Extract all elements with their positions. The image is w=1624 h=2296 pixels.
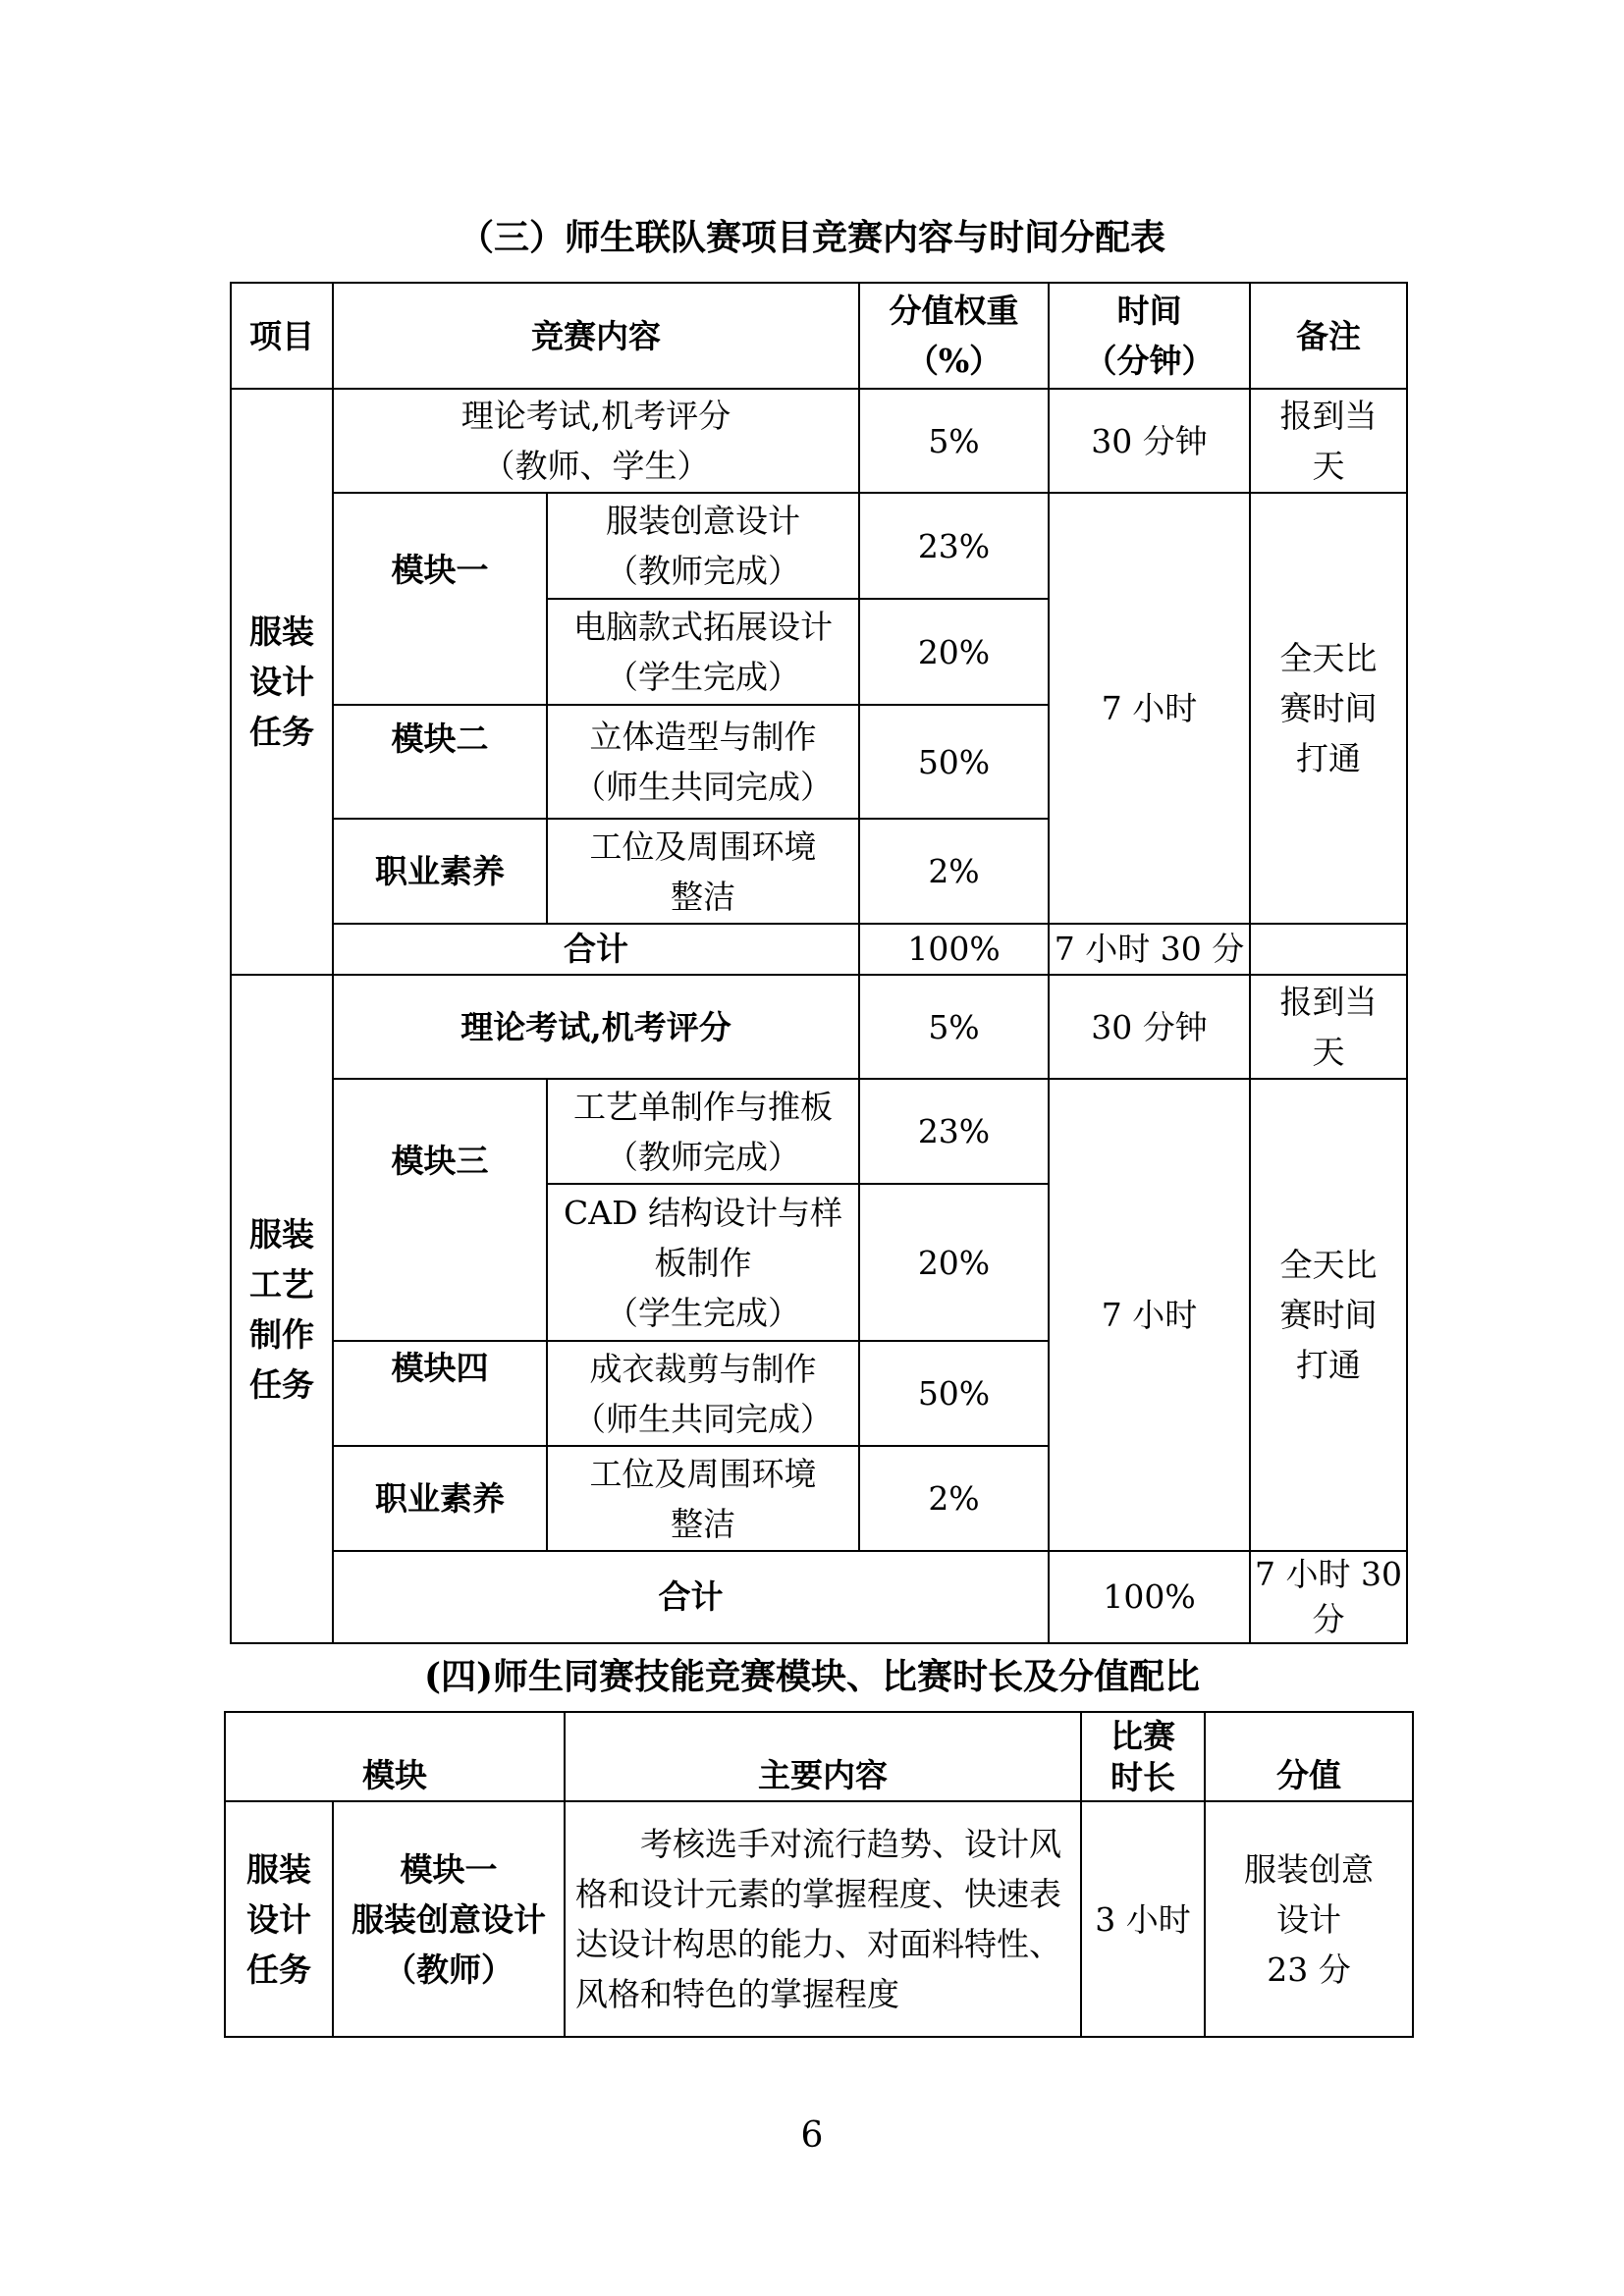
header-item: 项目	[231, 283, 333, 389]
total-time: 7 小时 30 分	[1250, 1551, 1407, 1643]
score-cell: 服装创意 设计 23 分	[1205, 1801, 1413, 2037]
content-cell: 成衣裁剪与制作 （师生共同完成）	[547, 1341, 859, 1446]
module-duration-score-table	[224, 1711, 1414, 2038]
table-row	[231, 389, 1407, 493]
content-cell: CAD 结构设计与样 板制作 （学生完成）	[547, 1184, 859, 1341]
content-cell: 工位及周围环境 整洁	[547, 819, 859, 924]
weight-cell: 2%	[859, 1446, 1049, 1551]
note-cell: 报到当 天	[1250, 389, 1407, 493]
module-one-cell: 模块一 服装创意设计 （教师）	[333, 1801, 565, 2037]
weight-cell: 50%	[859, 1341, 1049, 1446]
total-weight: 100%	[1049, 1551, 1250, 1643]
header-weight-line2: （%）	[905, 342, 1002, 380]
weight-cell: 50%	[859, 705, 1049, 819]
header-weight	[859, 283, 1049, 389]
weight-cell: 23%	[859, 493, 1049, 599]
group-craft-task: 服装 工艺 制作 任务	[231, 975, 333, 1643]
group-design-task: 服装 设计 任务	[231, 389, 333, 975]
weight-cell: 5%	[859, 975, 1049, 1079]
module-three-name: 模块三	[333, 1079, 547, 1341]
weight-cell: 5%	[859, 389, 1049, 493]
module-one-name: 模块一	[333, 493, 547, 705]
quality-name: 职业素养	[333, 819, 547, 924]
time-cell: 30 分钟	[1049, 975, 1250, 1079]
main-content-cell: 考核选手对流行趋势、设计风 格和设计元素的掌握程度、快速表 达设计构思的能力、对面料特性、 风格和特色的掌握程度	[565, 1801, 1081, 2037]
weight-cell: 20%	[859, 599, 1049, 705]
time-cell: 30 分钟	[1049, 389, 1250, 493]
competition-time-table	[230, 282, 1408, 1644]
header-main-content: 主要内容	[565, 1712, 1081, 1801]
total-time: 7 小时 30 分	[1049, 924, 1250, 975]
content-cell: 电脑款式拓展设计 （学生完成）	[547, 599, 859, 705]
total-row	[231, 1551, 1407, 1643]
group-time-cell: 7 小时	[1049, 1079, 1250, 1551]
table-header-row	[231, 283, 1407, 389]
table-row	[231, 975, 1407, 1079]
total-label: 合计	[333, 1551, 1049, 1643]
group-note-cell: 全天比 赛时间 打通	[1250, 493, 1407, 924]
weight-cell: 23%	[859, 1079, 1049, 1184]
theory-exam-cell: 理论考试,机考评分 （教师、学生）	[333, 389, 859, 493]
content-cell: 工位及周围环境 整洁	[547, 1446, 859, 1551]
content-cell: 工艺单制作与推板 （教师完成）	[547, 1079, 859, 1184]
total-label: 合计	[333, 924, 859, 975]
weight-cell: 2%	[859, 819, 1049, 924]
page-number: 6	[800, 2115, 824, 2156]
table-row	[231, 1079, 1407, 1184]
header-weight-line1: 分值权重	[889, 292, 1019, 330]
content-cell: 服装创意设计 （教师完成）	[547, 493, 859, 599]
content-cell: 立体造型与制作 （师生共同完成）	[547, 705, 859, 819]
total-weight: 100%	[859, 924, 1049, 975]
total-row	[231, 924, 1407, 975]
header-time	[1049, 283, 1250, 389]
header-duration: 比赛 时长	[1081, 1712, 1205, 1801]
duration-cell: 3 小时	[1081, 1801, 1205, 2037]
table3-title: （三）师生联队赛项目竞赛内容与时间分配表	[458, 217, 1165, 258]
table4-title: (四)师生同赛技能竞赛模块、比赛时长及分值配比	[423, 1656, 1201, 1697]
module-four-name: 模块四	[333, 1341, 547, 1446]
table-row	[231, 493, 1407, 599]
table-row	[225, 1801, 1413, 2037]
module-two-name: 模块二	[333, 705, 547, 819]
header-time-line2: （分钟）	[1084, 342, 1215, 380]
weight-cell: 20%	[859, 1184, 1049, 1341]
note-cell: 报到当 天	[1250, 975, 1407, 1079]
header-time-line1: 时间	[1116, 292, 1182, 330]
header-module: 模块	[225, 1712, 565, 1801]
table-header-row	[225, 1712, 1413, 1801]
group-note-cell: 全天比 赛时间 打通	[1250, 1079, 1407, 1551]
header-score: 分值	[1205, 1712, 1413, 1801]
header-content: 竞赛内容	[333, 283, 859, 389]
group-time-cell: 7 小时	[1049, 493, 1250, 924]
total-note	[1250, 924, 1407, 975]
group-design-task: 服装 设计 任务	[225, 1801, 333, 2037]
theory-exam-cell: 理论考试,机考评分	[333, 975, 859, 1079]
quality-name: 职业素养	[333, 1446, 547, 1551]
header-note: 备注	[1250, 283, 1407, 389]
